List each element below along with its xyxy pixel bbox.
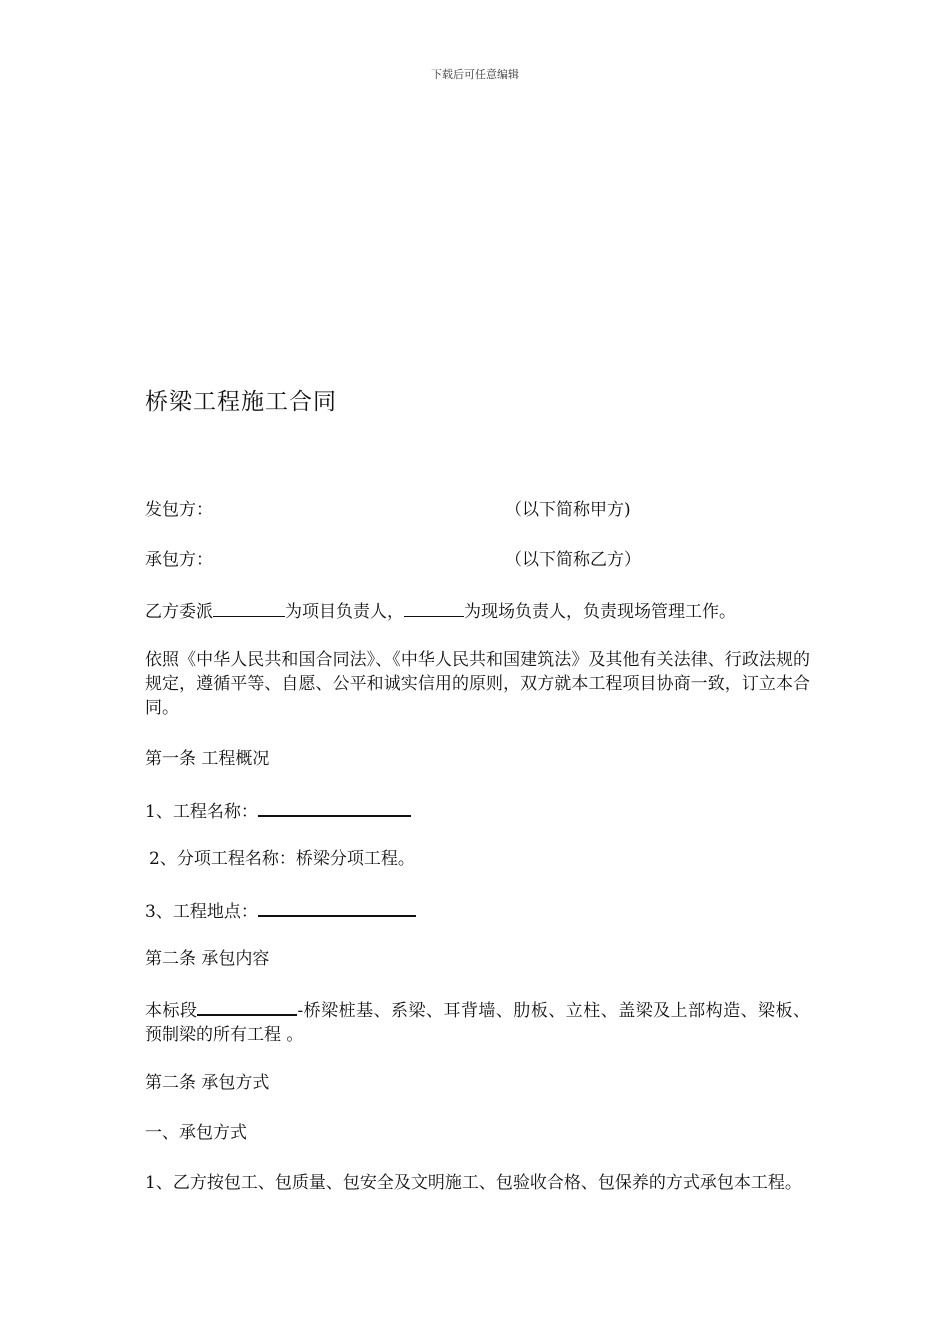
project-location-label: 3、工程地点： xyxy=(145,902,258,922)
article1-item3 xyxy=(145,897,416,924)
document-title: 桥梁工程施工合同 xyxy=(145,389,337,415)
article1-heading: 第一条 工程概况 xyxy=(145,749,270,769)
assignment-text-2: 为项目负责人， xyxy=(285,602,404,622)
employer-note: （以下简称甲方) xyxy=(505,500,631,520)
site-manager-blank xyxy=(404,598,464,617)
employer-label: 发包方： xyxy=(145,500,213,520)
article3-subheading: 一、承包方式 xyxy=(145,1123,247,1143)
assignment-line xyxy=(145,598,736,624)
article3-heading: 第二条 承包方式 xyxy=(145,1073,270,1093)
article2-heading: 第二条 承包内容 xyxy=(145,949,270,969)
contractor-line xyxy=(145,548,641,572)
article1-item2: 2、分项工程名称：桥梁分项工程。 xyxy=(149,849,415,869)
article2-text: -桥梁桩基、系梁、耳背墙、肋板、立柱、盖梁及上部构造、梁板、预制梁的所有工程 。 xyxy=(145,1001,811,1045)
project-location-blank xyxy=(258,897,416,917)
employer-line xyxy=(145,498,631,522)
article3-item1: 1、乙方按包工、包质量、包安全及文明施工、包验收合格、包保养的方式承包本工程。 xyxy=(145,1173,802,1193)
section-blank xyxy=(197,996,297,1016)
contractor-label: 承包方： xyxy=(145,550,213,570)
header-note: 下载后可任意编辑 xyxy=(431,68,519,81)
article2-prefix: 本标段 xyxy=(145,1001,198,1021)
contractor-note: （以下简称乙方） xyxy=(505,550,641,570)
project-name-label: 1、工程名称： xyxy=(145,802,258,822)
assignment-text-1: 乙方委派 xyxy=(145,602,213,622)
assignment-text-3: 为现场负责人，负责现场管理工作。 xyxy=(464,602,736,622)
article2-paragraph xyxy=(145,996,810,1047)
article1-item1 xyxy=(145,797,411,824)
preamble-paragraph: 依照《中华人民共和国合同法》、《中华人民共和国建筑法》及其他有关法律、行政法规的规定，遵循平等、自愿、公平和诚实信用的原则，双方就本工程项目协商一致，订立本合同。 xyxy=(145,650,810,718)
project-name-blank xyxy=(258,797,411,817)
project-manager-blank xyxy=(213,598,285,617)
